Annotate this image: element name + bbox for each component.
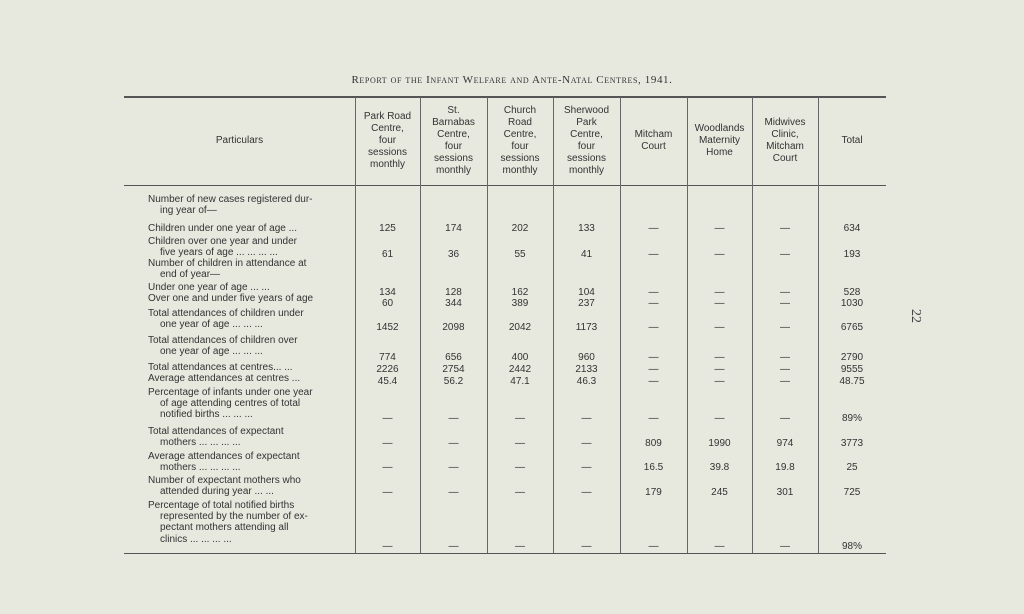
table-cell: — xyxy=(515,541,525,552)
table-cell: 202 xyxy=(511,223,529,234)
table-cell: 6765 xyxy=(840,322,864,333)
particular-label: Number of children in attendance at end of year— xyxy=(148,258,307,281)
table-cell: 174 xyxy=(445,223,462,234)
table-cell: — xyxy=(648,298,659,309)
table-cell: 47.1 xyxy=(510,376,530,387)
table-cell: — xyxy=(648,322,659,333)
table-cell: — xyxy=(648,249,659,260)
table-cell: 656 xyxy=(445,352,462,363)
table-cell: 960 xyxy=(578,352,595,363)
particular-label: Total attendances of expectant mothers ... ... ... ... xyxy=(148,426,284,449)
table-cell: 2442 xyxy=(508,364,532,375)
table-cell: 61 xyxy=(381,249,394,260)
column-header: Woodlands Maternity Home xyxy=(694,123,745,158)
table-cell: 45.4 xyxy=(377,376,398,387)
table-cell: — xyxy=(714,249,725,260)
table-cell: — xyxy=(714,298,725,309)
column-header: Mitcham Court xyxy=(634,129,673,152)
table-cell: — xyxy=(382,438,393,449)
table-cell: 39.8 xyxy=(709,462,730,473)
table-cell: — xyxy=(780,223,790,234)
particular-label: Average attendances of expectant mothers ... ... ... ... xyxy=(148,451,300,474)
table-cell: 98% xyxy=(841,541,862,552)
table-cell: — xyxy=(581,462,592,473)
table-cell: 48.75 xyxy=(839,376,865,387)
table-cell: 2042 xyxy=(508,322,532,333)
table-cell: — xyxy=(581,541,592,552)
table-rule xyxy=(124,185,886,186)
table-cell: 1990 xyxy=(708,438,731,449)
column-header: Church Road Centre, four sessions monthly xyxy=(500,105,540,176)
table-cell: 133 xyxy=(578,223,595,234)
table-cell: — xyxy=(382,462,393,473)
table-cell: — xyxy=(448,413,459,424)
table-cell: 2754 xyxy=(442,364,465,375)
table-cell: — xyxy=(581,487,592,498)
table-cell: — xyxy=(382,487,393,498)
particular-label: Percentage of infants under one year of age attending centres of total notified births ... ... ... xyxy=(148,387,313,421)
column-header: St. Barnabas Centre, four sessions monthly xyxy=(432,105,475,176)
particular-label: Children over one year and under five years of age ... ... ... ... xyxy=(148,236,297,259)
table-cell: 2098 xyxy=(442,322,465,333)
table-cell: 134 xyxy=(379,287,396,298)
table-cell: — xyxy=(780,249,790,260)
table-cell: 389 xyxy=(511,298,529,309)
table-cell: 125 xyxy=(379,223,396,234)
table-cell: — xyxy=(780,287,790,298)
table-cell: — xyxy=(780,541,790,552)
table-cell: — xyxy=(448,487,459,498)
table-cell: 104 xyxy=(578,287,595,298)
table-cell: — xyxy=(714,287,725,298)
table-cell: — xyxy=(515,487,525,498)
table-cell: 809 xyxy=(645,438,662,449)
column-header: Park Road Centre, four sessions monthly xyxy=(363,111,412,170)
table-cell: 400 xyxy=(511,352,529,363)
particular-label: Average attendances at centres ... xyxy=(148,373,301,384)
table-cell: — xyxy=(780,364,790,375)
table-cell: 9555 xyxy=(840,364,864,375)
particular-label: Children under one year of age ... xyxy=(148,223,297,234)
table-cell: — xyxy=(714,352,725,363)
column-header: Midwives Clinic, Mitcham Court xyxy=(764,117,806,164)
table-cell: — xyxy=(448,462,459,473)
table-cell: 193 xyxy=(843,249,861,260)
table-cell: — xyxy=(714,413,725,424)
report-title: Report of the Infant Welfare and Ante-Natal Centres, 1941. xyxy=(351,74,673,86)
table-cell: 1030 xyxy=(840,298,864,309)
table-cell: — xyxy=(714,322,725,333)
table-cell: — xyxy=(714,376,725,387)
table-cell: 2133 xyxy=(575,364,598,375)
table-cell: 56.2 xyxy=(443,376,464,387)
table-cell: — xyxy=(515,438,525,449)
table-cell: 237 xyxy=(578,298,595,309)
table-cell: — xyxy=(780,298,790,309)
table-cell: 128 xyxy=(445,287,462,298)
table-cell: — xyxy=(648,223,659,234)
table-cell: — xyxy=(648,287,659,298)
particular-label: Total attendances of children over one year of age ... ... ... xyxy=(148,335,298,358)
table-cell: 162 xyxy=(511,287,529,298)
table-cell: 41 xyxy=(580,249,593,260)
particular-label: Number of new cases registered dur- ing year of— xyxy=(148,194,313,217)
table-rule xyxy=(124,96,886,98)
table-cell: 245 xyxy=(711,487,728,498)
table-cell: 2226 xyxy=(376,364,399,375)
table-cell: — xyxy=(648,352,659,363)
table-cell: 46.3 xyxy=(576,376,597,387)
table-cell: 89% xyxy=(841,413,862,424)
table-cell: 25 xyxy=(846,462,858,473)
table-cell: — xyxy=(581,413,592,424)
table-cell: 301 xyxy=(776,487,794,498)
table-cell: 16.5 xyxy=(643,462,664,473)
table-cell: 3773 xyxy=(840,438,864,449)
table-cell: — xyxy=(714,223,725,234)
table-cell: — xyxy=(648,413,659,424)
table-cell: 774 xyxy=(379,352,396,363)
table-cell: 60 xyxy=(381,298,394,309)
table-cell: — xyxy=(780,413,790,424)
table-cell: — xyxy=(648,364,659,375)
table-cell: 1173 xyxy=(575,322,598,333)
table-cell: 19.8 xyxy=(775,462,795,473)
particular-label: Total attendances of children under one year of age ... ... ... xyxy=(148,308,304,331)
table-cell: 725 xyxy=(843,487,861,498)
particular-label: Under one year of age ... ... xyxy=(148,282,270,293)
table-cell: 55 xyxy=(514,249,526,260)
table-cell: 634 xyxy=(843,223,861,234)
table-cell: 2790 xyxy=(840,352,864,363)
table-cell: — xyxy=(714,541,725,552)
header-particulars: Particulars xyxy=(215,135,264,146)
table-cell: 974 xyxy=(776,438,794,449)
table-cell: — xyxy=(648,541,659,552)
table-cell: — xyxy=(780,322,790,333)
table-cell: — xyxy=(648,376,659,387)
table-cell: 528 xyxy=(843,287,861,298)
table-cell: 344 xyxy=(445,298,462,309)
table-cell: — xyxy=(382,541,393,552)
table-cell: — xyxy=(714,364,725,375)
table-cell: — xyxy=(382,413,393,424)
column-header: Sherwood Park Centre, four sessions monthly xyxy=(563,105,610,176)
table-cell: 1452 xyxy=(376,322,399,333)
table-cell: 179 xyxy=(645,487,662,498)
table-cell: — xyxy=(448,541,459,552)
table-cell: — xyxy=(448,438,459,449)
particular-label: Number of expectant mothers who attended during year ... ... xyxy=(148,475,301,498)
table-cell: — xyxy=(581,438,592,449)
table-cell: — xyxy=(515,413,525,424)
page-number: 22 xyxy=(908,309,923,323)
table-cell: — xyxy=(780,352,790,363)
particular-label: Over one and under five years of age xyxy=(148,293,314,304)
column-header: Total xyxy=(841,135,863,146)
particular-label: Total attendances at centres... ... xyxy=(148,362,293,373)
table-rule xyxy=(124,553,886,554)
table-cell: 36 xyxy=(447,249,460,260)
table-cell: — xyxy=(780,376,790,387)
table-cell: — xyxy=(515,462,525,473)
particular-label: Percentage of total notified births represented by the number of ex- pectant mothers attending all clinics ... ... ... ... xyxy=(148,500,308,545)
